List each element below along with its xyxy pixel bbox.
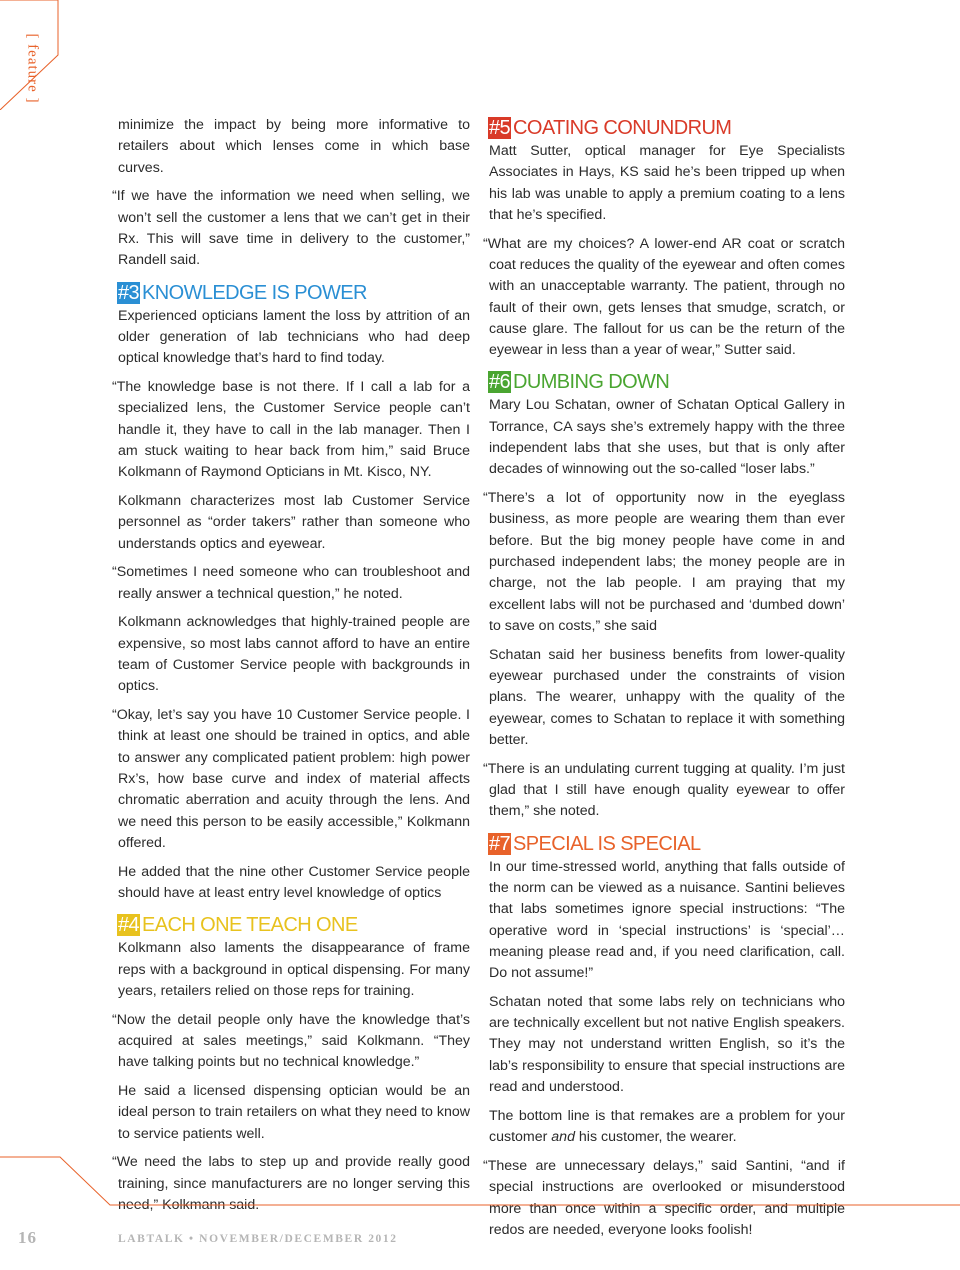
heading-text: COATING CONUNDRUM [513, 117, 732, 139]
heading-knowledge-is-power [117, 281, 470, 305]
paragraph: Kolkmann characterizes most lab Customer Service personnel as “order takers” rather than someone who understands optics and eyewear. [118, 492, 470, 552]
paragraph: Mary Lou Schatan, owner of Schatan Optical Gallery in Torrance, CA says she’s extremely happy with the three independent labs that she uses, but that is only after decades of winnowing out the so-called “loser labs.” [489, 397, 845, 478]
footer-publication: LABTALK • NOVEMBER/DECEMBER 2012 [118, 1233, 398, 1245]
heading-text: DUMBING DOWN [513, 371, 670, 394]
footer-rule [0, 1150, 960, 1270]
quote-paragraph: “If we have the information we need when selling, we won’t sell the customer a lens that we can’t get in their Rx. This will save time in delivery to the customer,” Randell said. [112, 188, 470, 269]
heading-number: #6 [489, 371, 511, 394]
heading-coating-conundrum [488, 116, 845, 140]
paragraph: Matt Sutter, optical manager for Eye Specialists Associates in Hays, KS said he’s been tripped up when his lab was unable to apply a premium coating to a lens that he’s specified. [489, 143, 845, 223]
quote-paragraph: “Okay, let’s say you have 10 Customer Service people. I think at least one should be trained in optics, and able to answer any complicated patient problem: high power Rx’s, how base curve and index of material affects chromatic aberration and acuity through the lens. And we need this person to be easily accessible,” Kolkmann offered. [112, 707, 470, 851]
paragraph: He said a licensed dispensing optician would be an ideal person to train retailers on what they need to know to service patients well. [118, 1083, 470, 1142]
paragraph: Experienced opticians lament the loss by attrition of an older generation of lab technicians who had deep optical knowledge that’s hard to find today. [118, 307, 470, 367]
paragraph: Schatan said her business benefits from lower-quality eyewear purchased under the constraints of vision plans. The wearer, unhappy with the quality of the eyewear, comes to Schatan to replace it with something better. [489, 646, 845, 748]
heading-each-one-teach-one [117, 913, 470, 937]
right-column [483, 116, 845, 1249]
heading-number: #3 [118, 281, 140, 304]
section-tag [22, 30, 42, 110]
quote-paragraph: “The knowledge base is not there. If I call a lab for a specialized lens, the Customer Service people can’t handle it, they have to call in the lab manager. Then I am stuck waiting to hear back from him,” said Bruce Kolkmann of Raymond Opticians in Mt. Kisco, NY. [112, 378, 470, 481]
heading-special-is-special [488, 832, 845, 856]
heading-dumbing-down [488, 370, 845, 394]
emphasis-text: and [551, 1129, 575, 1146]
left-column [112, 115, 470, 1224]
quote-paragraph: “These are unnecessary delays,” said Santini, “and if special instructions are overlooked or misunderstood more than once within a specific order, and multiple redos are needed, everyone looks foolish! [483, 1157, 845, 1238]
heading-text: SPECIAL IS SPECIAL [513, 832, 701, 855]
paragraph: In our time-stressed world, anything that falls outside of the norm can be viewed as a nuisance. Santini believes that labs sometimes ignore special instructions: “The operative word in ‘special instructions’ is ‘special’…meaning please read and, if you need clarification, call. Do not assume!” [489, 858, 845, 982]
quote-paragraph: “Sometimes I need someone who can troubleshoot and really answer a technical question,” he noted. [112, 564, 470, 602]
paragraph: Kolkmann also laments the disappearance of frame reps with a background in optical dispensing. For many years, retailers relied on those reps for training. [118, 940, 470, 999]
quote-paragraph: “Now the detail people only have the knowledge that’s acquired at sales meetings,” said Kolkmann. “They have talking points but no technical knowledge.” [112, 1011, 470, 1071]
heading-number: #7 [489, 832, 511, 855]
paragraph: He added that the nine other Customer Service people should have at least entry level knowledge of optics [118, 863, 470, 901]
text-run: his customer, the wearer. [574, 1129, 737, 1146]
heading-number: #4 [118, 914, 140, 937]
heading-text: EACH ONE TEACH ONE [142, 914, 358, 937]
paragraph [489, 1106, 845, 1149]
paragraph: Schatan noted that some labs rely on technicians who are technically excellent but not native English speakers. They may not understand written English, so it’s the lab’s responsibility to ensure that special instructions are read and understood. [489, 993, 845, 1096]
quote-paragraph: “There is an undulating current tugging at quality. I’m just glad that I still have enough quality eyewear to offer them,” she noted. [483, 760, 845, 820]
heading-text: KNOWLEDGE IS POWER [142, 281, 367, 304]
quote-paragraph: “We need the labs to step up and provide really good training, since manufacturers are no longer serving this need,” Kolkmann said. [112, 1154, 470, 1214]
section-tag-text: [ feature ] [24, 33, 41, 104]
quote-paragraph: “What are my choices? A lower-end AR coat or scratch coat reduces the quality of the eyewear and often comes with an unacceptable warranty. The patient, through no fault of their own, gets lenses that smudge, scratch, or cause glare. The fallout for us can be the return of the eyewear in less than a year of wear,” Sutter said. [483, 235, 845, 359]
quote-paragraph: “There’s a lot of opportunity now in the eyeglass business, as more people are wearing them than ever before. But the big money people have come in and purchased independent labs; the money people are in charge, not the lab people. I am praying that my excellent labs will not be purchased and ‘dumbed down’ to save on costs,” she said [483, 490, 845, 634]
page-number: 16 [18, 1228, 37, 1247]
heading-number: #5 [489, 117, 511, 139]
paragraph: minimize the impact by being more informative to retailers about which lenses come in which base curves. [118, 117, 470, 176]
text-run: The bottom line is that remakes are a problem for your customer [489, 1107, 845, 1146]
paragraph: Kolkmann acknowledges that highly-trained people are expensive, so most labs cannot afford to have an entire team of Customer Service people with backgrounds in optics. [118, 614, 470, 695]
